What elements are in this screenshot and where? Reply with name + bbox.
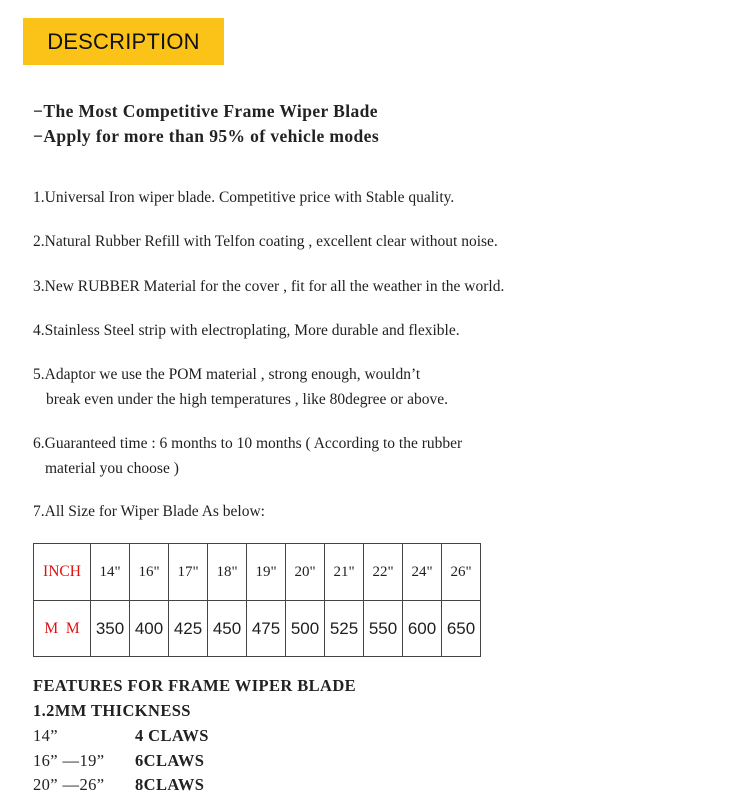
claw-size: 14”	[33, 726, 59, 745]
headline-competitive: −The Most Competitive Frame Wiper Blade	[33, 101, 378, 121]
inch-cell: 17"	[169, 544, 208, 601]
claw-row-20-26	[33, 775, 204, 795]
headline-vehicle-modes: −Apply for more than 95% of vehicle modes	[33, 126, 380, 146]
inch-cell: 14"	[91, 544, 130, 601]
inch-cell: 18"	[208, 544, 247, 601]
features-title: FEATURES FOR FRAME WIPER BLADE	[33, 676, 357, 695]
mm-cell: 650	[442, 601, 481, 657]
mm-cell: 500	[286, 601, 325, 657]
inch-cell: 20"	[286, 544, 325, 601]
description-label: DESCRIPTION	[47, 28, 200, 54]
item-6-continuation: material you choose )	[45, 460, 179, 477]
inch-cell: 21"	[325, 544, 364, 601]
inch-cell: 16"	[130, 544, 169, 601]
mm-cell: 525	[325, 601, 364, 657]
mm-row	[34, 601, 481, 657]
item-4: 4.Stainless Steel strip with electroplating, More durable and flexible.	[33, 322, 460, 339]
item-6: 6.Guaranteed time : 6 months to 10 months ( According to the rubber	[33, 435, 463, 452]
item-2: 2.Natural Rubber Refill with Telfon coating , excellent clear without noise.	[33, 233, 498, 250]
claw-count: 8CLAWS	[135, 775, 205, 794]
mm-cell: 475	[247, 601, 286, 657]
item-3: 3.New RUBBER Material for the cover , fit for all the weather in the world.	[33, 278, 505, 295]
inch-cell: 26"	[442, 544, 481, 601]
claw-count: 6CLAWS	[135, 751, 205, 770]
claw-count: 4 CLAWS	[135, 726, 209, 745]
inch-cell: 19"	[247, 544, 286, 601]
mm-label: M M	[34, 601, 91, 657]
claw-row-14	[33, 726, 209, 746]
inch-cell: 24"	[403, 544, 442, 601]
item-5-continuation: break even under the high temperatures , like 80degree or above.	[46, 391, 448, 408]
claw-size: 16” —19”	[33, 751, 105, 770]
mm-cell: 550	[364, 601, 403, 657]
claw-size: 20” —26”	[33, 775, 105, 794]
claw-row-16-19	[33, 751, 204, 771]
size-table	[33, 543, 481, 657]
mm-cell: 600	[403, 601, 442, 657]
inch-label: INCH	[34, 544, 91, 601]
mm-cell: 350	[91, 601, 130, 657]
inch-cell: 22"	[364, 544, 403, 601]
inch-row	[34, 544, 481, 601]
mm-cell: 450	[208, 601, 247, 657]
item-1: 1.Universal Iron wiper blade. Competitive price with Stable quality.	[33, 189, 455, 206]
description-badge	[23, 18, 224, 65]
item-5: 5.Adaptor we use the POM material , strong enough, wouldn’t	[33, 366, 421, 383]
item-7: 7.All Size for Wiper Blade As below:	[33, 503, 265, 520]
mm-cell: 425	[169, 601, 208, 657]
thickness-line: 1.2MM THICKNESS	[33, 701, 191, 720]
mm-cell: 400	[130, 601, 169, 657]
